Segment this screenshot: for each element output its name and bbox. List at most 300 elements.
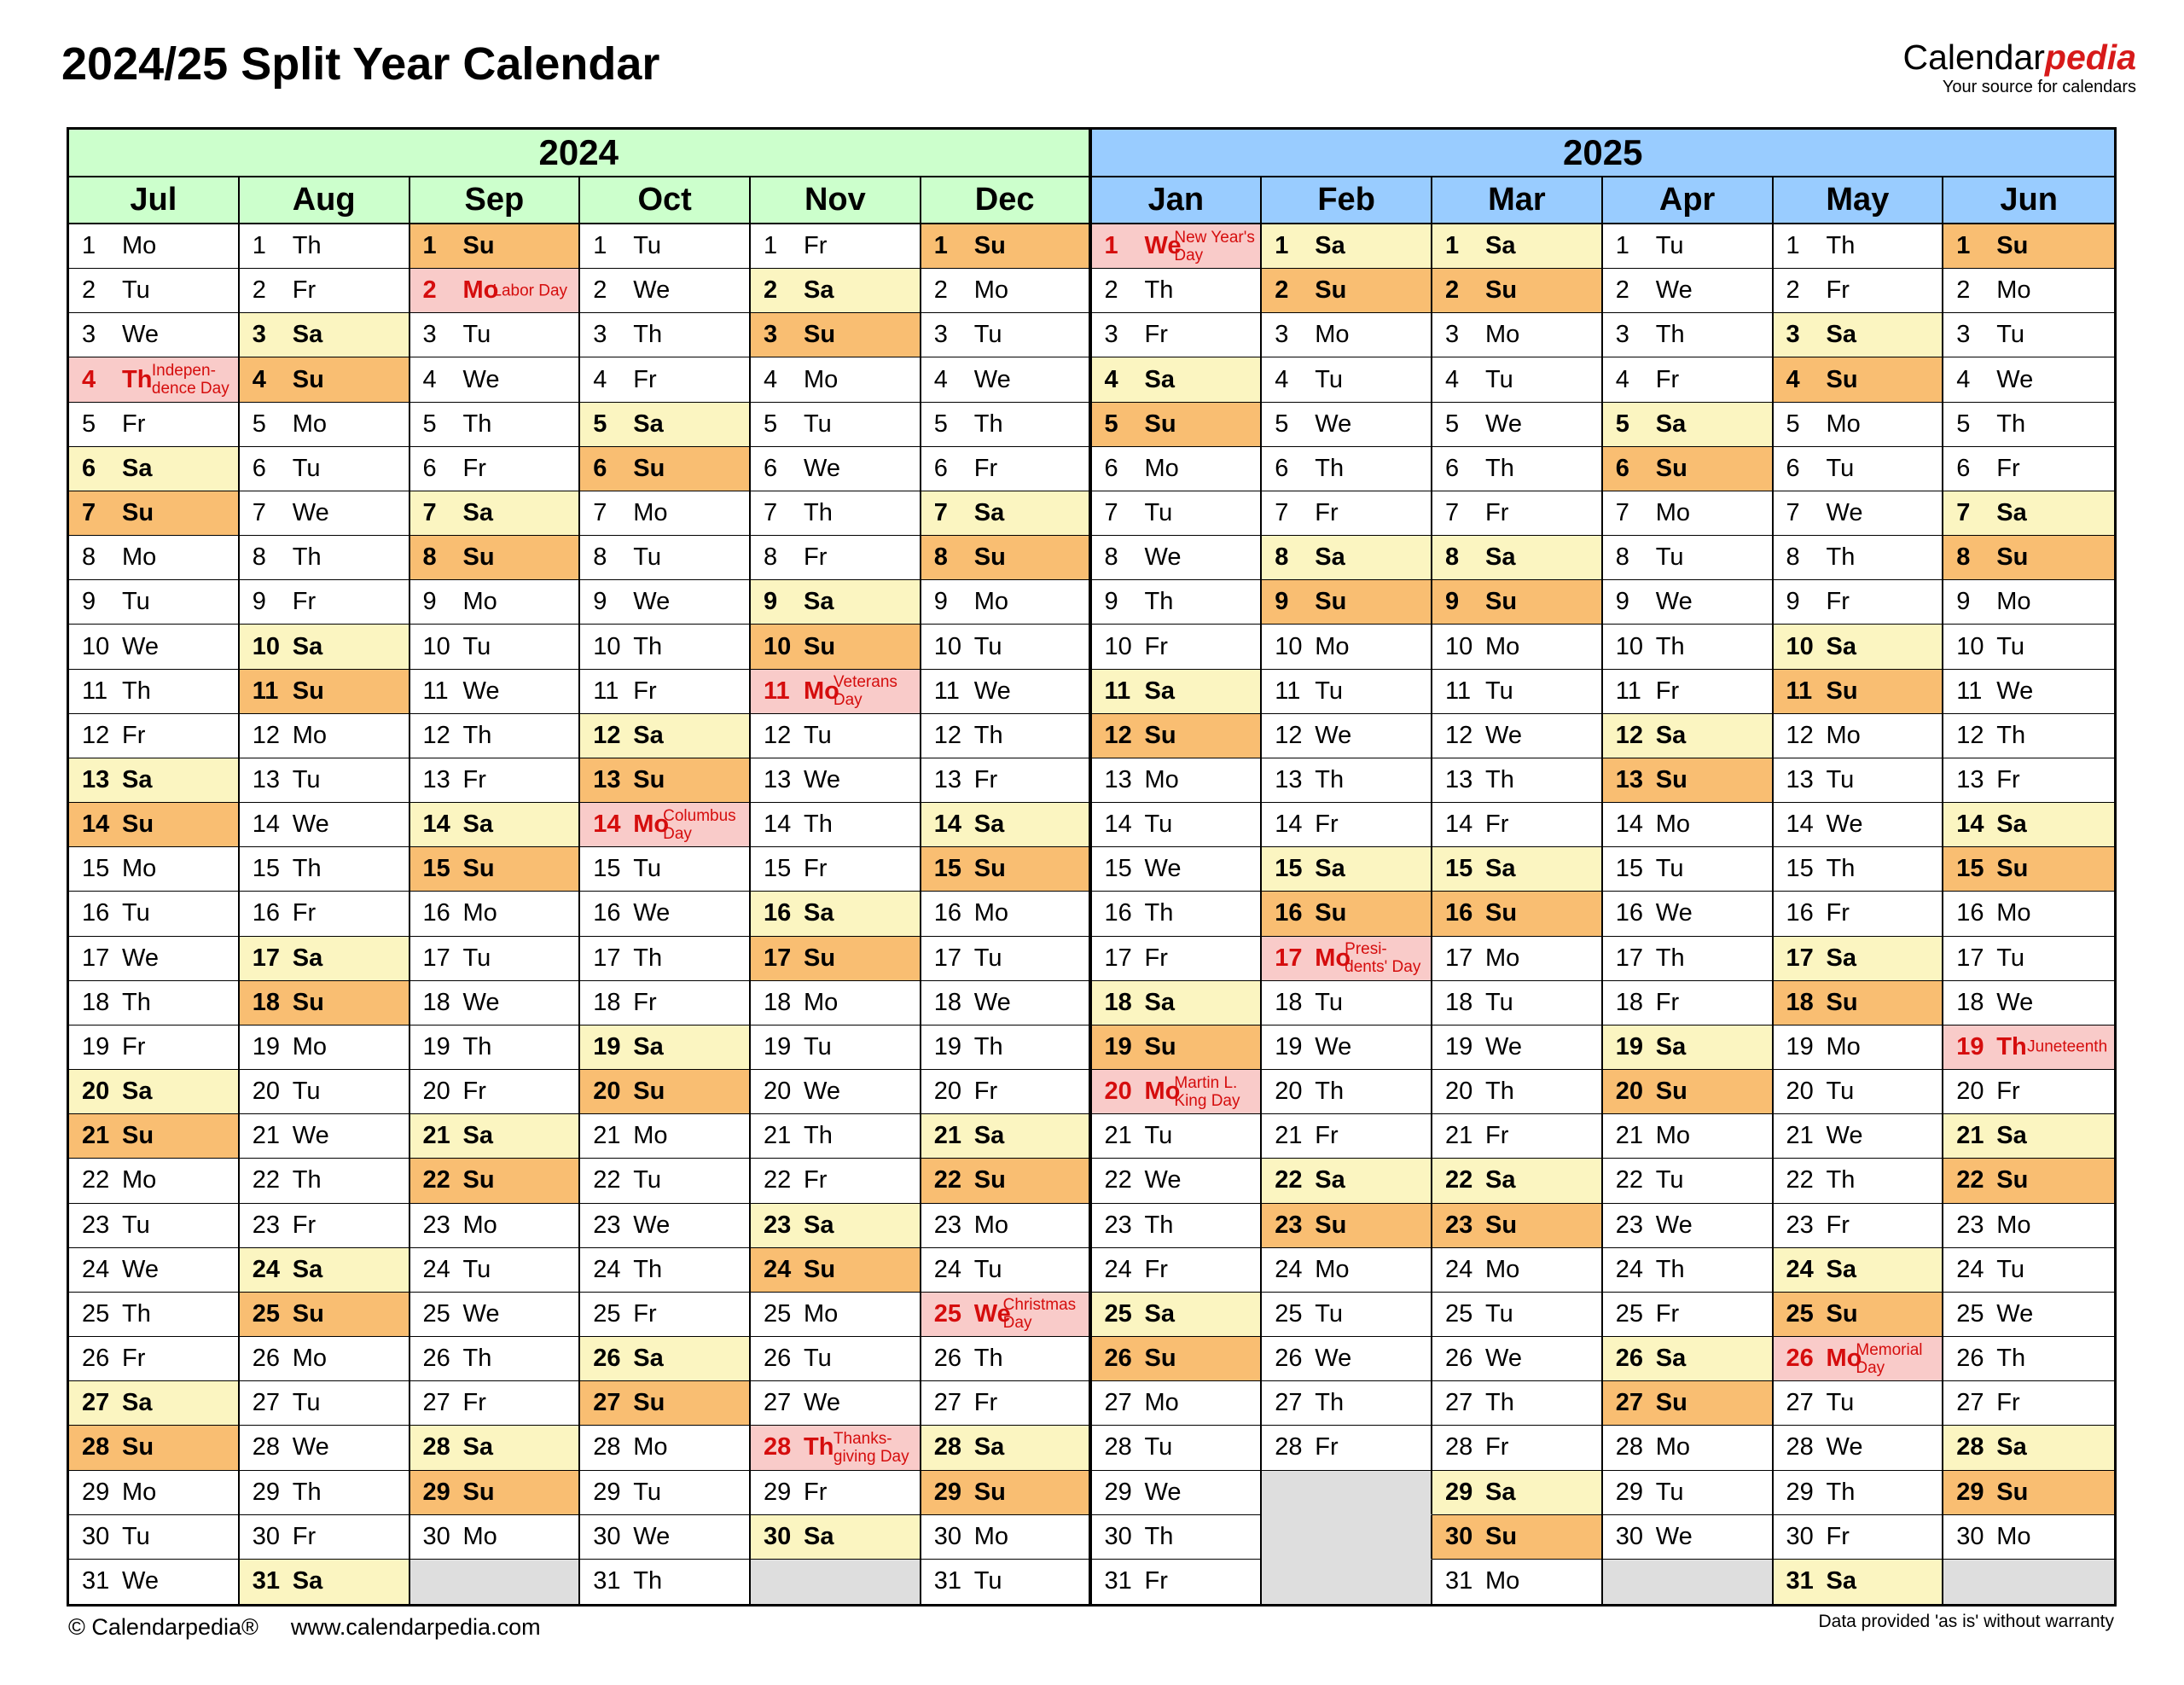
day-number: 10 bbox=[82, 632, 110, 660]
weekday-abbrev: Mo bbox=[462, 1522, 497, 1550]
day-jan-18 bbox=[1092, 981, 1263, 1026]
weekday-abbrev: Tu bbox=[633, 232, 662, 260]
weekday-abbrev: Fr bbox=[1315, 811, 1339, 839]
weekday-abbrev: Fr bbox=[1315, 1433, 1339, 1461]
day-number: 8 bbox=[252, 543, 266, 572]
weekday-abbrev: Fr bbox=[804, 543, 828, 572]
day-number: 18 bbox=[764, 988, 792, 1016]
brand-prefix: Calendar bbox=[1902, 38, 2045, 77]
weekday-abbrev: Su bbox=[1485, 1522, 1518, 1550]
day-number: 21 bbox=[1786, 1122, 1814, 1150]
weekday-abbrev: Mo bbox=[1655, 1122, 1691, 1150]
day-number: 11 bbox=[422, 677, 449, 705]
day-number: 21 bbox=[1104, 1122, 1132, 1150]
day-sep-7 bbox=[410, 491, 581, 536]
day-jan-9 bbox=[1092, 580, 1263, 625]
day-number: 16 bbox=[1275, 899, 1303, 927]
weekday-abbrev: Su bbox=[1655, 454, 1687, 482]
day-number: 28 bbox=[764, 1433, 792, 1461]
day-number: 5 bbox=[1104, 410, 1118, 438]
weekday-abbrev: Tu bbox=[1826, 1389, 1855, 1417]
day-number: 9 bbox=[1615, 588, 1629, 616]
day-number: 26 bbox=[82, 1345, 110, 1373]
weekday-abbrev: Mo bbox=[1144, 1389, 1179, 1417]
weekday-abbrev: We bbox=[804, 454, 840, 482]
day-number: 26 bbox=[933, 1345, 962, 1373]
weekday-abbrev: Sa bbox=[1315, 1166, 1345, 1194]
day-number: 31 bbox=[933, 1567, 962, 1595]
weekday-abbrev: Fr bbox=[1655, 677, 1680, 705]
day-number: 24 bbox=[593, 1255, 621, 1283]
day-may-11 bbox=[1774, 670, 1944, 714]
day-apr-25 bbox=[1603, 1293, 1774, 1337]
day-number: 27 bbox=[422, 1389, 450, 1417]
day-jun-3 bbox=[1943, 313, 2114, 357]
day-number: 12 bbox=[1956, 721, 1984, 749]
holiday-label: Martin L. King Day bbox=[1174, 1073, 1240, 1110]
day-number: 30 bbox=[82, 1522, 110, 1550]
weekday-abbrev: Mo bbox=[1315, 1255, 1350, 1283]
day-number: 26 bbox=[1615, 1345, 1644, 1373]
day-jul-3 bbox=[69, 313, 240, 357]
weekday-abbrev: Sa bbox=[1315, 543, 1345, 572]
day-may-13 bbox=[1774, 758, 1944, 803]
day-mar-8 bbox=[1432, 536, 1603, 580]
weekday-abbrev: Th bbox=[1485, 766, 1514, 793]
day-may-18 bbox=[1774, 981, 1944, 1026]
day-jul-24 bbox=[69, 1248, 240, 1293]
weekday-abbrev: Mo bbox=[1485, 1255, 1520, 1283]
day-number: 27 bbox=[933, 1389, 962, 1417]
day-nov-29 bbox=[751, 1471, 921, 1515]
weekday-abbrev: Fr bbox=[1485, 1122, 1509, 1150]
day-dec-13 bbox=[921, 758, 1092, 803]
day-nov-1 bbox=[751, 224, 921, 269]
day-nov-13 bbox=[751, 758, 921, 803]
day-number: 1 bbox=[1275, 232, 1289, 260]
day-oct-19 bbox=[580, 1026, 751, 1070]
day-oct-30 bbox=[580, 1515, 751, 1560]
day-jun-8 bbox=[1943, 536, 2114, 580]
weekday-abbrev: Mo bbox=[122, 855, 157, 883]
weekday-abbrev: Th bbox=[1144, 1211, 1174, 1239]
weekday-abbrev: Fr bbox=[122, 410, 146, 438]
day-number: 6 bbox=[1786, 454, 1800, 482]
day-jan-31 bbox=[1092, 1560, 1263, 1604]
weekday-abbrev: Mo bbox=[462, 276, 499, 305]
day-number: 28 bbox=[82, 1433, 110, 1461]
day-number: 21 bbox=[593, 1122, 621, 1150]
day-number: 26 bbox=[1445, 1345, 1473, 1373]
day-mar-22 bbox=[1432, 1159, 1603, 1203]
weekday-abbrev: Th bbox=[292, 1478, 322, 1506]
weekday-abbrev: Tu bbox=[1485, 365, 1513, 393]
day-number: 15 bbox=[1445, 855, 1473, 883]
day-dec-5 bbox=[921, 403, 1092, 447]
weekday-abbrev: Su bbox=[462, 855, 495, 883]
day-aug-24 bbox=[240, 1248, 410, 1293]
weekday-abbrev: Su bbox=[1826, 365, 1858, 393]
weekday-abbrev: Fr bbox=[1826, 899, 1850, 927]
weekday-abbrev: Th bbox=[1655, 632, 1685, 660]
day-sep-22 bbox=[410, 1159, 581, 1203]
day-feb-18 bbox=[1262, 981, 1432, 1026]
weekday-abbrev: We bbox=[1144, 1166, 1182, 1194]
day-number: 11 bbox=[933, 677, 960, 705]
day-number: 15 bbox=[1104, 855, 1132, 883]
day-number: 18 bbox=[422, 988, 450, 1016]
day-jan-22 bbox=[1092, 1159, 1263, 1203]
day-aug-27 bbox=[240, 1381, 410, 1426]
day-jun-2 bbox=[1943, 269, 2114, 313]
day-feb-26 bbox=[1262, 1337, 1432, 1381]
day-aug-14 bbox=[240, 803, 410, 847]
day-jul-25 bbox=[69, 1293, 240, 1337]
weekday-abbrev: We bbox=[462, 677, 500, 705]
holiday-label: New Year's Day bbox=[1174, 228, 1255, 264]
weekday-abbrev: We bbox=[804, 1078, 840, 1106]
weekday-abbrev: Sa bbox=[633, 721, 664, 749]
day-number: 9 bbox=[252, 588, 266, 616]
day-number: 11 bbox=[1104, 677, 1131, 705]
weekday-abbrev: Fr bbox=[1996, 454, 2020, 482]
day-number: 18 bbox=[1275, 988, 1303, 1016]
day-nov-4 bbox=[751, 357, 921, 402]
weekday-abbrev: Tu bbox=[804, 410, 832, 438]
day-apr-20 bbox=[1603, 1070, 1774, 1114]
weekday-abbrev: Th bbox=[462, 1345, 492, 1373]
weekday-abbrev: Mo bbox=[122, 543, 157, 572]
day-mar-29 bbox=[1432, 1471, 1603, 1515]
day-number: 28 bbox=[1615, 1433, 1644, 1461]
day-apr-3 bbox=[1603, 313, 1774, 357]
year-header-2025: 2025 bbox=[1092, 130, 2115, 177]
day-nov-30 bbox=[751, 1515, 921, 1560]
day-apr-9 bbox=[1603, 580, 1774, 625]
weekday-abbrev: Th bbox=[292, 1166, 322, 1194]
day-number: 22 bbox=[593, 1166, 621, 1194]
day-number: 14 bbox=[422, 811, 450, 839]
day-number: 20 bbox=[422, 1078, 450, 1106]
day-number: 5 bbox=[1956, 410, 1971, 438]
day-number: 6 bbox=[82, 454, 96, 482]
day-number: 26 bbox=[1956, 1345, 1984, 1373]
day-number: 15 bbox=[764, 855, 792, 883]
day-sep-27 bbox=[410, 1381, 581, 1426]
day-may-28 bbox=[1774, 1426, 1944, 1470]
day-sep-23 bbox=[410, 1204, 581, 1248]
day-number: 4 bbox=[1104, 365, 1118, 393]
day-jun-16 bbox=[1943, 892, 2114, 936]
weekday-abbrev: Th bbox=[973, 721, 1003, 749]
day-dec-15 bbox=[921, 847, 1092, 892]
day-nov-27 bbox=[751, 1381, 921, 1426]
day-may-16 bbox=[1774, 892, 1944, 936]
day-oct-29 bbox=[580, 1471, 751, 1515]
day-number: 15 bbox=[252, 855, 281, 883]
weekday-abbrev: Tu bbox=[1315, 365, 1344, 393]
day-mar-4 bbox=[1432, 357, 1603, 402]
day-number: 22 bbox=[1445, 1166, 1473, 1194]
day-dec-31 bbox=[921, 1560, 1092, 1604]
day-number: 13 bbox=[422, 766, 450, 793]
day-number: 26 bbox=[1786, 1345, 1814, 1373]
day-number: 28 bbox=[1956, 1433, 1984, 1461]
day-number: 2 bbox=[1104, 276, 1118, 305]
weekday-abbrev: Sa bbox=[1485, 1478, 1516, 1506]
weekday-abbrev: Tu bbox=[462, 1255, 491, 1283]
weekday-abbrev: Tu bbox=[804, 1032, 832, 1060]
day-number: 14 bbox=[1104, 811, 1132, 839]
day-jul-26 bbox=[69, 1337, 240, 1381]
day-feb-12 bbox=[1262, 714, 1432, 758]
day-oct-11 bbox=[580, 670, 751, 714]
day-number: 22 bbox=[1275, 1166, 1303, 1194]
weekday-abbrev: Tu bbox=[1996, 632, 2025, 660]
day-jun-1 bbox=[1943, 224, 2114, 269]
day-number: 20 bbox=[1615, 1078, 1644, 1106]
day-apr-7 bbox=[1603, 491, 1774, 536]
weekday-abbrev: Tu bbox=[973, 321, 1002, 349]
day-number: 26 bbox=[1275, 1345, 1303, 1373]
day-nov-5 bbox=[751, 403, 921, 447]
weekday-abbrev: We bbox=[122, 944, 159, 972]
day-oct-22 bbox=[580, 1159, 751, 1203]
day-jul-20 bbox=[69, 1070, 240, 1114]
weekday-abbrev: Sa bbox=[462, 811, 493, 839]
weekday-abbrev: We bbox=[1826, 499, 1863, 527]
day-nov-14 bbox=[751, 803, 921, 847]
day-number: 9 bbox=[1445, 588, 1460, 616]
weekday-abbrev: Fr bbox=[804, 232, 828, 260]
weekday-abbrev: Su bbox=[804, 1255, 836, 1283]
weekday-abbrev: Fr bbox=[1485, 499, 1509, 527]
day-number: 3 bbox=[422, 321, 437, 349]
weekday-abbrev: Tu bbox=[122, 276, 150, 305]
weekday-abbrev: We bbox=[1655, 276, 1693, 305]
day-number: 29 bbox=[764, 1478, 792, 1506]
day-number: 16 bbox=[1104, 899, 1132, 927]
day-nov-12 bbox=[751, 714, 921, 758]
weekday-abbrev: Fr bbox=[633, 677, 657, 705]
weekday-abbrev: Su bbox=[122, 811, 154, 839]
weekday-abbrev: We bbox=[462, 365, 500, 393]
day-may-24 bbox=[1774, 1248, 1944, 1293]
day-jun-21 bbox=[1943, 1114, 2114, 1159]
day-number: 8 bbox=[1956, 543, 1971, 572]
weekday-abbrev: Mo bbox=[1315, 321, 1350, 349]
day-sep-13 bbox=[410, 758, 581, 803]
day-number: 9 bbox=[422, 588, 437, 616]
day-dec-1 bbox=[921, 224, 1092, 269]
day-apr-15 bbox=[1603, 847, 1774, 892]
day-number: 17 bbox=[252, 944, 281, 972]
weekday-abbrev: Th bbox=[1996, 1345, 2026, 1373]
weekday-abbrev: Sa bbox=[1826, 321, 1856, 349]
weekday-abbrev: Sa bbox=[1655, 1345, 1687, 1373]
day-jan-28 bbox=[1092, 1426, 1263, 1470]
day-number: 12 bbox=[422, 721, 450, 749]
day-number: 27 bbox=[764, 1389, 792, 1417]
day-number: 9 bbox=[593, 588, 607, 616]
weekday-abbrev: We bbox=[973, 365, 1011, 393]
day-aug-8 bbox=[240, 536, 410, 580]
day-mar-13 bbox=[1432, 758, 1603, 803]
day-aug-13 bbox=[240, 758, 410, 803]
day-apr-21 bbox=[1603, 1114, 1774, 1159]
day-number: 4 bbox=[252, 365, 266, 393]
day-nov-6 bbox=[751, 447, 921, 491]
day-aug-5 bbox=[240, 403, 410, 447]
day-jul-23 bbox=[69, 1204, 240, 1248]
day-nov-17 bbox=[751, 937, 921, 981]
day-number: 12 bbox=[764, 721, 792, 749]
weekday-abbrev: Su bbox=[1996, 1478, 2029, 1506]
weekday-abbrev: We bbox=[1315, 1345, 1352, 1373]
day-number: 31 bbox=[1786, 1567, 1814, 1595]
day-may-27 bbox=[1774, 1381, 1944, 1426]
weekday-abbrev: Sa bbox=[804, 588, 834, 616]
day-number: 23 bbox=[1956, 1211, 1984, 1239]
day-number: 9 bbox=[82, 588, 96, 616]
day-number: 19 bbox=[1956, 1032, 1984, 1060]
day-number: 7 bbox=[1615, 499, 1629, 527]
day-jan-30 bbox=[1092, 1515, 1263, 1560]
day-mar-30 bbox=[1432, 1515, 1603, 1560]
day-number: 1 bbox=[1104, 232, 1118, 260]
day-may-23 bbox=[1774, 1204, 1944, 1248]
day-number: 24 bbox=[1104, 1255, 1132, 1283]
weekday-abbrev: Mo bbox=[1996, 899, 2031, 927]
day-number: 7 bbox=[1104, 499, 1118, 527]
year-header-2024: 2024 bbox=[69, 130, 1092, 177]
day-sep-28 bbox=[410, 1426, 581, 1470]
day-dec-17 bbox=[921, 937, 1092, 981]
day-jan-1 bbox=[1092, 224, 1263, 269]
day-jan-6 bbox=[1092, 447, 1263, 491]
day-number: 3 bbox=[1615, 321, 1629, 349]
empty-cell-apr-31 bbox=[1603, 1560, 1774, 1604]
day-number: 5 bbox=[1275, 410, 1289, 438]
day-may-9 bbox=[1774, 580, 1944, 625]
day-number: 26 bbox=[252, 1345, 281, 1373]
day-number: 3 bbox=[252, 321, 266, 349]
day-number: 8 bbox=[1615, 543, 1629, 572]
day-mar-24 bbox=[1432, 1248, 1603, 1293]
day-nov-22 bbox=[751, 1159, 921, 1203]
day-sep-12 bbox=[410, 714, 581, 758]
day-number: 15 bbox=[422, 855, 450, 883]
day-number: 10 bbox=[933, 632, 962, 660]
weekday-abbrev: Sa bbox=[1655, 1032, 1687, 1060]
day-number: 16 bbox=[593, 899, 621, 927]
day-jul-15 bbox=[69, 847, 240, 892]
day-number: 5 bbox=[422, 410, 437, 438]
day-aug-20 bbox=[240, 1070, 410, 1114]
day-jun-10 bbox=[1943, 625, 2114, 669]
weekday-abbrev: We bbox=[1655, 1522, 1693, 1550]
weekday-abbrev: Su bbox=[973, 232, 1006, 260]
day-number: 24 bbox=[1275, 1255, 1303, 1283]
day-may-14 bbox=[1774, 803, 1944, 847]
day-apr-23 bbox=[1603, 1204, 1774, 1248]
day-nov-8 bbox=[751, 536, 921, 580]
day-number: 24 bbox=[1615, 1255, 1644, 1283]
day-number: 29 bbox=[1786, 1478, 1814, 1506]
day-dec-8 bbox=[921, 536, 1092, 580]
day-number: 8 bbox=[593, 543, 607, 572]
day-number: 10 bbox=[1104, 632, 1132, 660]
day-number: 21 bbox=[252, 1122, 281, 1150]
weekday-abbrev: We bbox=[633, 899, 671, 927]
weekday-abbrev: Sa bbox=[804, 276, 834, 305]
page-title: 2024/25 Split Year Calendar bbox=[61, 38, 660, 90]
weekday-abbrev: We bbox=[462, 1299, 500, 1328]
day-aug-6 bbox=[240, 447, 410, 491]
day-oct-13 bbox=[580, 758, 751, 803]
day-nov-16 bbox=[751, 892, 921, 936]
weekday-abbrev: We bbox=[973, 1299, 1011, 1328]
weekday-abbrev: Sa bbox=[973, 1433, 1005, 1461]
day-mar-10 bbox=[1432, 625, 1603, 669]
weekday-abbrev: Mo bbox=[804, 365, 839, 393]
weekday-abbrev: Mo bbox=[1144, 766, 1179, 793]
day-number: 10 bbox=[593, 632, 621, 660]
day-number: 2 bbox=[764, 276, 778, 305]
day-apr-26 bbox=[1603, 1337, 1774, 1381]
weekday-abbrev: Fr bbox=[462, 766, 486, 793]
weekday-abbrev: We bbox=[1485, 1345, 1522, 1373]
day-apr-8 bbox=[1603, 536, 1774, 580]
holiday-label: Indepen- dence Day bbox=[151, 362, 229, 398]
weekday-abbrev: Mo bbox=[973, 276, 1009, 305]
day-number: 13 bbox=[593, 766, 621, 793]
weekday-abbrev: Fr bbox=[633, 988, 657, 1016]
day-mar-5 bbox=[1432, 403, 1603, 447]
day-nov-10 bbox=[751, 625, 921, 669]
weekday-abbrev: Mo bbox=[1996, 1522, 2031, 1550]
day-jan-17 bbox=[1092, 937, 1263, 981]
weekday-abbrev: We bbox=[1826, 1433, 1863, 1461]
weekday-abbrev: Tu bbox=[122, 1522, 150, 1550]
day-sep-20 bbox=[410, 1070, 581, 1114]
weekday-abbrev: Su bbox=[1655, 1078, 1687, 1106]
day-jan-20 bbox=[1092, 1070, 1263, 1114]
day-aug-28 bbox=[240, 1426, 410, 1470]
day-mar-26 bbox=[1432, 1337, 1603, 1381]
day-number: 17 bbox=[1786, 944, 1814, 972]
weekday-abbrev: Su bbox=[1996, 1166, 2029, 1194]
day-number: 7 bbox=[422, 499, 437, 527]
weekday-abbrev: Su bbox=[1996, 543, 2029, 572]
weekday-abbrev: Su bbox=[1826, 1299, 1858, 1328]
day-may-20 bbox=[1774, 1070, 1944, 1114]
day-number: 12 bbox=[1104, 721, 1132, 749]
day-dec-11 bbox=[921, 670, 1092, 714]
day-number: 4 bbox=[82, 365, 96, 393]
weekday-abbrev: Tu bbox=[973, 1567, 1002, 1595]
weekday-abbrev: Mo bbox=[462, 1211, 497, 1239]
day-aug-3 bbox=[240, 313, 410, 357]
day-number: 21 bbox=[1445, 1122, 1473, 1150]
day-dec-14 bbox=[921, 803, 1092, 847]
day-jul-2 bbox=[69, 269, 240, 313]
weekday-abbrev: Fr bbox=[1144, 1567, 1168, 1595]
weekday-abbrev: Th bbox=[633, 1255, 663, 1283]
weekday-abbrev: Su bbox=[1485, 1211, 1518, 1239]
day-number: 13 bbox=[1786, 766, 1814, 793]
weekday-abbrev: Tu bbox=[973, 944, 1002, 972]
